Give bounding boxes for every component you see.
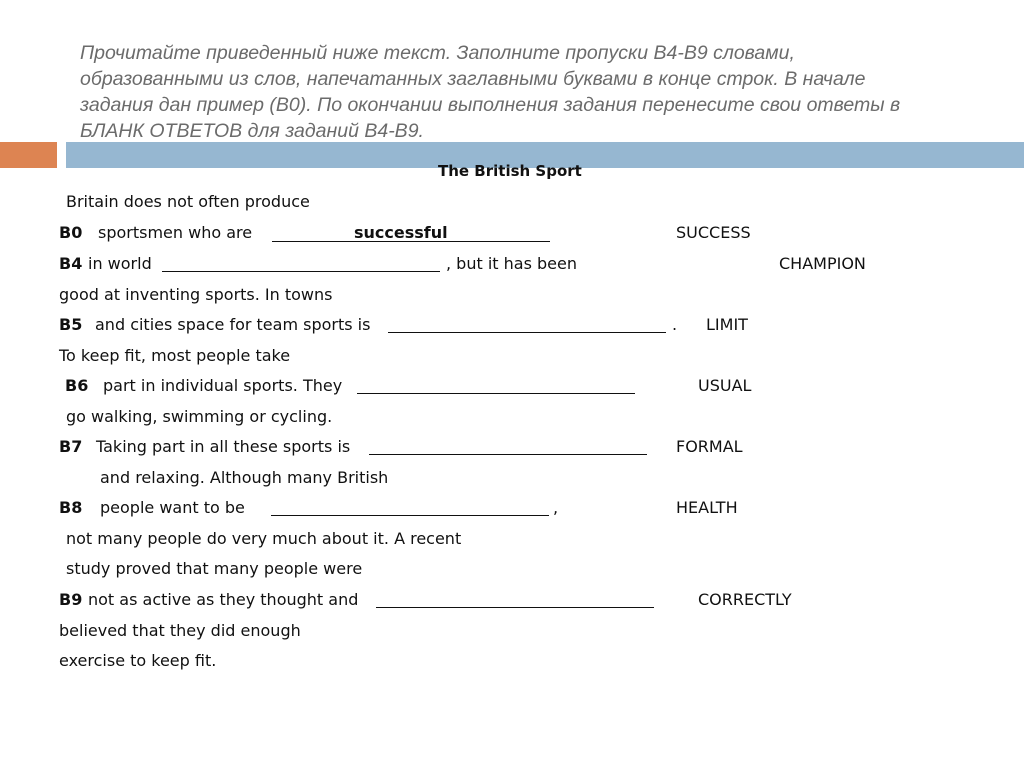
line-text-after: , — [553, 498, 559, 517]
task-row-b0 — [0, 223, 1024, 245]
instruction-line: задания дан пример (В0). По окончании выполнения задания перенесите свои ответы в — [80, 94, 901, 116]
answer-blank[interactable] — [357, 376, 635, 394]
line-text: go walking, swimming or cycling. — [66, 407, 333, 426]
task-label: B8 — [59, 498, 83, 517]
accent-bar-orange — [0, 142, 57, 168]
text-line — [0, 407, 1024, 429]
task-row-b7 — [0, 437, 1024, 459]
answer-blank[interactable] — [376, 590, 654, 608]
text-line — [0, 285, 1024, 307]
line-text: exercise to keep fit. — [59, 651, 217, 670]
line-text: sportsmen who are — [98, 223, 253, 242]
instruction-line: Прочитайте приведенный ниже текст. Заполните пропуски В4-В9 словами, — [80, 42, 795, 64]
line-text: people want to be — [100, 498, 245, 517]
line-text-after: . — [672, 315, 678, 334]
answer-blank[interactable] — [271, 498, 549, 516]
line-text: study proved that many people were — [66, 559, 363, 578]
answer-blank[interactable] — [369, 437, 647, 455]
line-text: Britain does not often produce — [66, 192, 310, 211]
line-text: To keep fit, most people take — [59, 346, 291, 365]
line-text: good at inventing sports. In towns — [59, 285, 333, 304]
keyword: USUAL — [698, 376, 752, 395]
answer-blank[interactable] — [388, 315, 666, 333]
keyword: HEALTH — [676, 498, 738, 517]
keyword: FORMAL — [676, 437, 743, 456]
task-row-b9 — [0, 590, 1024, 612]
line-text: believed that they did enough — [59, 621, 301, 640]
task-label: B4 — [59, 254, 83, 273]
task-row-b6 — [0, 376, 1024, 398]
text-title: The British Sport — [438, 162, 582, 180]
line-text: not many people do very much about it. A recent — [66, 529, 462, 548]
text-line — [0, 621, 1024, 643]
text-line — [0, 468, 1024, 490]
text-line — [0, 529, 1024, 551]
keyword: CHAMPION — [779, 254, 866, 273]
line-text: and cities space for team sports is — [95, 315, 371, 334]
keyword: SUCCESS — [676, 223, 751, 242]
text-line — [0, 559, 1024, 581]
task-label: B5 — [59, 315, 83, 334]
example-answer: successful — [354, 223, 448, 242]
keyword: LIMIT — [706, 315, 748, 334]
instruction-line: образованными из слов, напечатанных заглавными буквами в конце строк. В начале — [80, 68, 866, 90]
task-row-b5 — [0, 315, 1024, 337]
task-label: B0 — [59, 223, 83, 242]
instruction-line: БЛАНК ОТВЕТОВ для заданий В4-В9. — [80, 120, 424, 142]
task-row-b8 — [0, 498, 1024, 520]
text-line — [0, 651, 1024, 673]
text-line — [0, 192, 1024, 214]
line-text: not as active as they thought and — [88, 590, 359, 609]
text-line — [0, 346, 1024, 368]
line-text: in world — [88, 254, 152, 273]
task-instructions — [80, 40, 980, 144]
example-answer-blank — [272, 223, 550, 242]
line-text: and relaxing. Although many British — [100, 468, 389, 487]
line-text: Taking part in all these sports is — [96, 437, 351, 456]
keyword: CORRECTLY — [698, 590, 792, 609]
answer-blank[interactable] — [162, 254, 440, 272]
task-label: B7 — [59, 437, 83, 456]
line-text: part in individual sports. They — [103, 376, 343, 395]
task-row-b4 — [0, 254, 1024, 276]
line-text-after: , but it has been — [446, 254, 577, 273]
task-label: B6 — [65, 376, 89, 395]
task-label: B9 — [59, 590, 83, 609]
